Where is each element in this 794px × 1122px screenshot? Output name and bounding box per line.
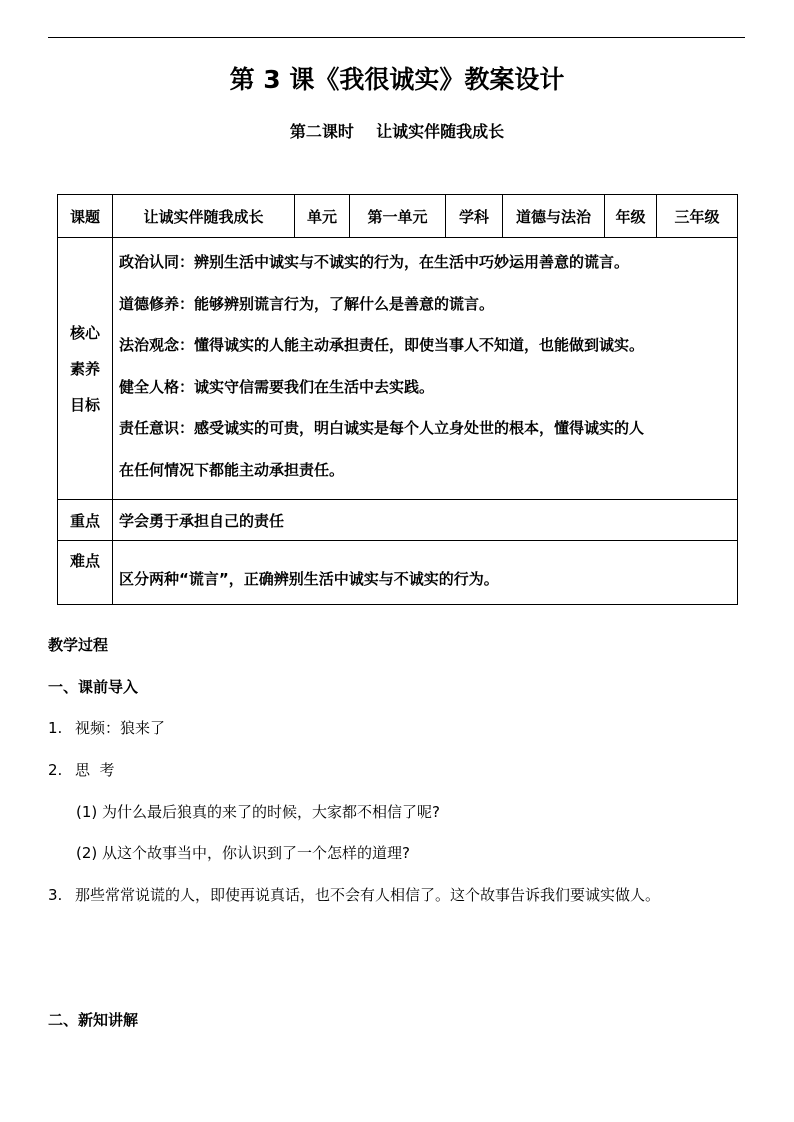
goal-legal: 法治观念：懂得诚实的人能主动承担责任，即使当事人不知道，也能做到诚实。 [119, 336, 645, 354]
goals-label [58, 238, 113, 500]
goal-responsibility-continued: 在任何情况下都能主动承担责任。 [119, 460, 345, 479]
goal-moral: 道德修养：能够辨别谎言行为，了解什么是善意的谎言。 [119, 294, 495, 313]
sub-question-1: (1) 为什么最后狼真的来了的时候，大家都不相信了呢? [76, 803, 440, 821]
list-item [48, 883, 660, 907]
topic-label: 课题 [58, 195, 113, 238]
table-row [58, 195, 738, 238]
subject-label: 学科 [446, 195, 503, 238]
list-item [48, 716, 165, 740]
section-1-heading: 一、课前导入 [48, 678, 139, 696]
document-subtitle: 第二课时 让诚实伴随我成长 [289, 122, 505, 141]
unit-label: 单元 [295, 195, 350, 238]
unit-value: 第一单元 [350, 195, 446, 238]
table-row [58, 500, 738, 541]
item-number: 2. [48, 761, 63, 779]
goals-content [113, 238, 738, 500]
list-item [48, 758, 115, 782]
topic-value: 让诚实伴随我成长 [113, 195, 295, 238]
table-row [58, 541, 738, 605]
item-number: 3. [48, 886, 63, 904]
key-point-label: 重点 [58, 500, 113, 541]
item-text: 思 考 [75, 761, 115, 779]
header-rule [48, 37, 745, 38]
item-text: 那些常常说谎的人，即使再说真话，也不会有人相信了。这个故事告诉我们要诚实做人。 [75, 886, 661, 904]
table-row [58, 238, 738, 500]
goals-label-line: 素养 [69, 359, 100, 378]
difficulty-label: 难点 [58, 541, 113, 605]
key-point-value: 学会勇于承担自己的责任 [113, 500, 738, 541]
process-heading: 教学过程 [48, 636, 109, 654]
goals-label-line: 核心 [69, 323, 100, 342]
document-title: 第 3 课《我很诚实》教案设计 [229, 65, 565, 94]
goal-personality: 健全人格：诚实守信需要我们在生活中去实践。 [119, 377, 435, 396]
goal-responsibility: 责任意识：感受诚实的可贵，明白诚实是每个人立身处世的根本，懂得诚实的人 [119, 419, 645, 437]
section-2-heading: 二、新知讲解 [48, 1011, 139, 1029]
item-text: 视频：狼来了 [75, 719, 166, 737]
grade-value: 三年级 [657, 195, 738, 238]
grade-label: 年级 [605, 195, 657, 238]
subject-value: 道德与法治 [503, 195, 605, 238]
sub-question-2: (2) 从这个故事当中，你认识到了一个怎样的道理? [76, 844, 410, 862]
difficulty-value: 区分两种“谎言”，正确辨别生活中诚实与不诚实的行为。 [113, 541, 738, 605]
goal-political: 政治认同：辨别生活中诚实与不诚实的行为，在生活中巧妙运用善意的谎言。 [119, 253, 630, 271]
lesson-info-table [57, 194, 738, 605]
item-number: 1. [48, 719, 63, 737]
goals-label-line: 目标 [69, 395, 100, 414]
